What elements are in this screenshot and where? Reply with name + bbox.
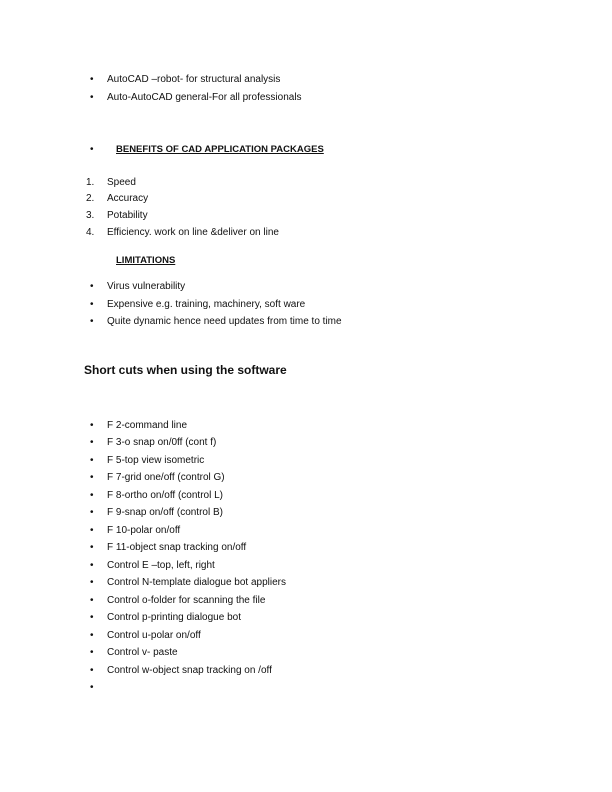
list-item-text: Auto-AutoCAD general-For all professionals [107,92,302,103]
item-number: 2. [86,193,95,204]
list-item-text: Expensive e.g. training, machinery, soft ware [107,299,306,310]
list-item-text: Control o-folder for scanning the file [107,595,266,606]
item-number: 1. [86,177,95,188]
bullet-icon: • [90,682,94,693]
benefits-heading: BENEFITS OF CAD APPLICATION PACKAGES [116,144,324,155]
item-number: 4. [86,227,95,238]
bullet-icon: • [90,455,94,466]
bullet-icon: • [90,560,94,571]
bullet-icon: • [90,144,94,155]
bullet-icon: • [90,665,94,676]
list-item-text: Virus vulnerability [107,281,186,292]
list-item-text: Control p-printing dialogue bot [107,612,241,623]
list-item-text: Control v- paste [107,647,178,658]
bullet-icon: • [90,542,94,553]
item-text: Accuracy [107,193,149,204]
bullet-icon: • [90,595,94,606]
bullet-icon: • [90,577,94,588]
list-item-text: F 3-o snap on/0ff (cont f) [107,437,217,448]
bullet-icon: • [90,525,94,536]
bullet-icon: • [90,472,94,483]
bullet-icon: • [90,74,94,85]
shortcuts-title: Short cuts when using the software [84,363,287,377]
list-item-text: Quite dynamic hence need updates from time to time [107,316,342,327]
item-text: Potability [107,210,148,221]
item-text: Speed [107,177,136,188]
list-item-text: F 9-snap on/off (control B) [107,507,223,518]
bullet-icon: • [90,92,94,103]
list-item-text: Control w-object snap tracking on /off [107,665,272,676]
list-item-text: F 7-grid one/off (control G) [107,472,225,483]
bullet-icon: • [90,281,94,292]
bullet-icon: • [90,437,94,448]
list-item-text: Control E –top, left, right [107,560,215,571]
bullet-icon: • [90,630,94,641]
bullet-icon: • [90,420,94,431]
bullet-icon: • [90,299,94,310]
limitations-heading: LIMITATIONS [116,255,176,266]
bullet-icon: • [90,490,94,501]
bullet-icon: • [90,507,94,518]
bullet-icon: • [90,316,94,327]
item-number: 3. [86,210,95,221]
bullet-icon: • [90,647,94,658]
list-item-text: AutoCAD –robot- for structural analysis [107,74,281,85]
item-text: Efficiency. work on line &deliver on line [107,227,279,238]
list-item-text: Control N-template dialogue bot appliers [107,577,286,588]
list-item-text: F 10-polar on/off [107,525,181,536]
list-item-text: F 11-object snap tracking on/off [107,542,247,553]
list-item-text: F 2-command line [107,420,188,431]
list-item-text: F 5-top view isometric [107,455,205,466]
list-item-text: Control u-polar on/off [107,630,201,641]
list-item-text: F 8-ortho on/off (control L) [107,490,223,501]
bullet-icon: • [90,612,94,623]
